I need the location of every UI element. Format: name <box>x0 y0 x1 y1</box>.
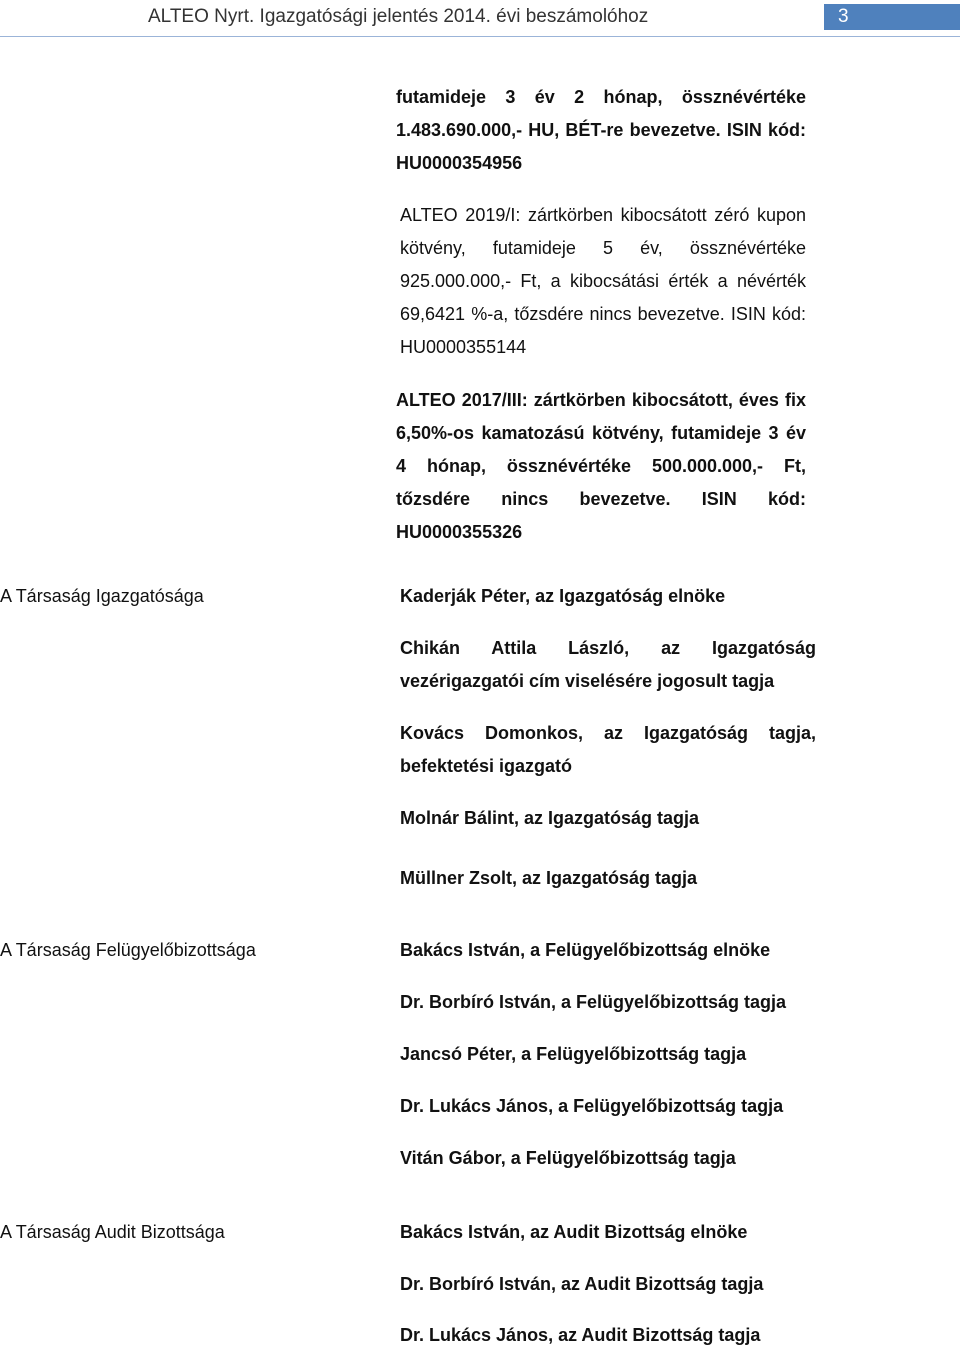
supervisory-member: Jancsó Péter, a Felügyelőbizottság tagja <box>400 1044 747 1064</box>
bond-paragraph: ALTEO 2017/III: zártkörben kibocsátott, éves fix 6,50%-os kamatozású kötvény, futamideje 3 év 4 hónap, össznévértéke 500.000.000,- Ft, tőzsdére nincs bevezetve. ISIN kód: HU0000355326 <box>396 390 806 542</box>
audit-member: Bakács István, az Audit Bizottság elnöke <box>400 1222 748 1242</box>
header-title: ALTEO Nyrt. Igazgatósági jelentés 2014. évi beszámolóhoz <box>148 6 649 27</box>
board-member: Müllner Zsolt, az Igazgatóság tagja <box>400 868 698 888</box>
supervisory-member: Dr. Lukács János, a Felügyelőbizottság tagja <box>400 1096 784 1116</box>
bond-paragraph: futamideje 3 év 2 hónap, össznévértéke 1.483.690.000,- HU, BÉT-re bevezetve. ISIN kód: HU0000354956 <box>396 87 806 173</box>
page-number: 3 <box>824 4 960 30</box>
board-member: Kaderják Péter, az Igazgatóság elnöke <box>400 586 726 606</box>
audit-member: Dr. Lukács János, az Audit Bizottság tagja <box>400 1325 761 1345</box>
board-member: Chikán Attila László, az Igazgatóság vezérigazgatói cím viselésére jogosult tagja <box>400 638 816 691</box>
supervisory-member: Vitán Gábor, a Felügyelőbizottság tagja <box>400 1148 736 1168</box>
bond-paragraph: ALTEO 2019/I: zártkörben kibocsátott zéró kupon kötvény, futamideje 5 év, össznévértéke 925.000.000,- Ft, a kibocsátási érték a névérték 69,6421 %-a, tőzsdére nincs bevezetve. ISIN kód: HU0000355144 <box>400 205 806 357</box>
supervisory-member: Bakács István, a Felügyelőbizottság elnöke <box>400 940 771 960</box>
audit-label: A Társaság Audit Bizottsága <box>0 1222 225 1242</box>
supervisory-label: A Társaság Felügyelőbizottsága <box>0 940 256 960</box>
board-label: A Társaság Igazgatósága <box>0 586 204 606</box>
board-member: Kovács Domonkos, az Igazgatóság tagja, befektetési igazgató <box>400 723 816 776</box>
board-member: Molnár Bálint, az Igazgatóság tagja <box>400 808 700 828</box>
page-header <box>0 0 960 38</box>
header-divider <box>0 36 960 37</box>
audit-member: Dr. Borbíró István, az Audit Bizottság tagja <box>400 1274 764 1294</box>
supervisory-member: Dr. Borbíró István, a Felügyelőbizottság tagja <box>400 992 787 1012</box>
